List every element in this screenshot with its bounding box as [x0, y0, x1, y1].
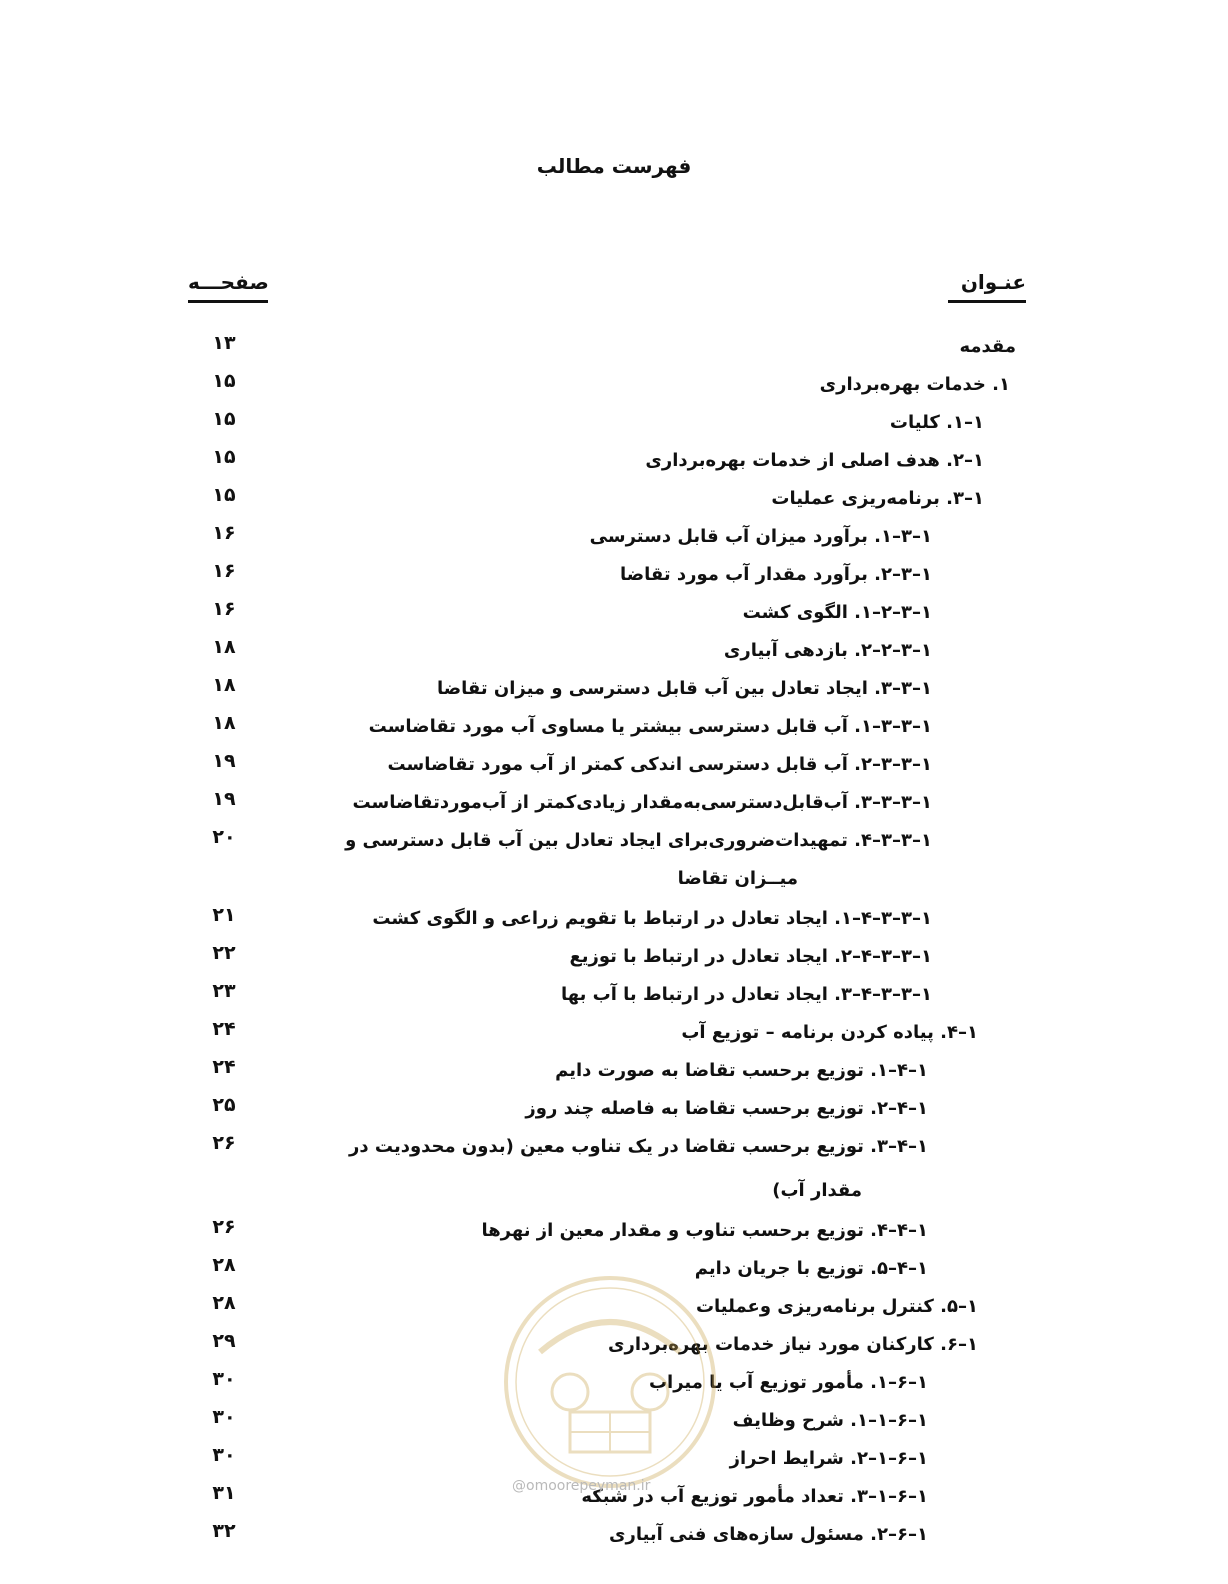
toc-entry-title: مقدمه — [959, 336, 1016, 357]
toc-entry-title: ۱–۳–۳–۴–۳. ایجاد تعادل در ارتباط با آب بها — [560, 984, 932, 1005]
toc-entry-title: ۱–۳–۳–۴–۱. ایجاد تعادل در ارتباط با تقویم زراعی و الگوی کشت — [372, 908, 932, 929]
toc-entry-page: ۳۰ — [212, 1368, 236, 1390]
toc-entry-page: ۲۸ — [212, 1292, 236, 1314]
toc-entry-title: ۱–۴. پیاده کردن برنامه – توزیع آب — [681, 1022, 978, 1043]
toc-row — [0, 330, 1228, 368]
toc-entry-title: ۱–۱. کلیات — [889, 412, 984, 433]
toc-row — [0, 444, 1228, 482]
toc-entry-page: ۲۶ — [212, 1216, 236, 1238]
toc-row — [0, 978, 1228, 1016]
toc-entry-page: ۲۳ — [212, 980, 236, 1002]
toc-row — [0, 824, 1228, 862]
toc-row — [0, 482, 1228, 520]
toc-entry-title: ۱–۴–۲. توزیع برحسب تقاضا به فاصله چند روز — [525, 1098, 928, 1119]
toc-entry-title: ۱–۴–۵. توزیع با جریان دایم — [694, 1258, 928, 1279]
toc-row — [0, 1366, 1228, 1404]
toc-entry-page: ۱۵ — [212, 370, 236, 392]
toc-row — [0, 406, 1228, 444]
toc-entry-page: ۱۸ — [212, 636, 236, 658]
toc-entry-page: ۱۶ — [212, 560, 236, 582]
toc-entry-page: ۲۸ — [212, 1254, 236, 1276]
page-column-header: صفحـــه — [188, 270, 268, 303]
toc-entry-title: ۱–۵. کنترل برنامه‌ریزی وعملیات — [695, 1296, 978, 1317]
toc-entry-title: ۱–۳–۳–۱. آب قابل دسترسی بیشتر یا مساوی آب مورد تقاضاست — [368, 716, 932, 737]
toc-entry-page: ۱۸ — [212, 674, 236, 696]
toc-entry-title: ۱–۳–۱. برآورد میزان آب قابل دسترسی — [589, 526, 932, 547]
toc-row — [0, 1092, 1228, 1130]
toc-entry-page: ۱۳ — [212, 332, 236, 354]
toc-row — [0, 1328, 1228, 1366]
toc-entry-title: ۱–۴–۱. توزیع برحسب تقاضا به صورت دایم — [555, 1060, 928, 1081]
toc-row — [0, 786, 1228, 824]
toc-entry-page: ۳۰ — [212, 1406, 236, 1428]
toc-entry-title: ۱–۶. کارکنان مورد نیاز خدمات بهره‌برداری — [607, 1334, 978, 1355]
toc-entry-page: ۳۱ — [212, 1482, 236, 1504]
toc-entry-page: ۱۶ — [212, 522, 236, 544]
toc-entry-title: ۱. خدمات بهره‌برداری — [819, 374, 1010, 395]
toc-entry-title: ۱–۴–۳. توزیع برحسب تقاضا در یک تناوب معین (بدون محدودیت در — [349, 1136, 928, 1157]
toc-entry-continuation: مقدار آب) — [772, 1180, 862, 1201]
toc-row — [0, 1404, 1228, 1442]
toc-row — [0, 1130, 1228, 1168]
toc-row — [0, 596, 1228, 634]
toc-row — [0, 1252, 1228, 1290]
toc-row — [0, 1442, 1228, 1480]
toc-row — [0, 1016, 1228, 1054]
toc-row — [0, 634, 1228, 672]
toc-row — [0, 902, 1228, 940]
toc-entry-title: ۱–۶–۱. مأمور توزیع آب یا میراب — [648, 1372, 928, 1393]
toc-entry-title: ۱–۳–۳–۳. آب‌قابل‌دسترسی‌به‌مقدار زیادی‌کمتر از آب‌موردتقاضاست — [352, 792, 932, 813]
toc-entry-page: ۱۹ — [212, 788, 236, 810]
toc-row — [0, 710, 1228, 748]
toc-entry-title: ۱–۳. برنامه‌ریزی عملیات — [771, 488, 984, 509]
toc-entry-page: ۱۵ — [212, 484, 236, 506]
toc-entry-title: ۱–۳–۳–۲. آب قابل دسترسی اندکی کمتر از آب مورد تقاضاست — [387, 754, 932, 775]
toc-entry-page: ۲۶ — [212, 1132, 236, 1154]
toc-row — [0, 368, 1228, 406]
toc-entry-title: ۱–۶–۱–۳. تعداد مأمور توزیع آب در شبکه — [581, 1486, 928, 1507]
toc-row — [0, 940, 1228, 978]
toc-entry-page: ۱۸ — [212, 712, 236, 734]
toc-entry-title: ۱–۳–۳–۴. تمهیدات‌ضروری‌برای ایجاد تعادل بین آب قابل دسترسی و — [345, 830, 932, 851]
toc-entry-page: ۱۵ — [212, 408, 236, 430]
toc-row — [0, 1290, 1228, 1328]
toc-entry-title: ۱–۴–۴. توزیع برحسب تناوب و مقدار معین از نهرها — [481, 1220, 928, 1241]
toc-entry-title: ۱–۶–۱–۱. شرح وظایف — [732, 1410, 928, 1431]
toc-entry-page: ۳۲ — [212, 1520, 236, 1542]
page-title: فهرست مطالب — [536, 154, 692, 178]
toc-entry-title: ۱–۳–۲–۲. بازدهی آبیاری — [723, 640, 932, 661]
watermark-text: @omoorepeyman.ir — [512, 1478, 651, 1494]
toc-entry-page: ۱۶ — [212, 598, 236, 620]
toc-entry-title: ۱–۶–۱–۲. شرایط احراز — [729, 1448, 928, 1469]
toc-row — [0, 1054, 1228, 1092]
toc-entry-page: ۲۹ — [212, 1330, 236, 1352]
toc-entry-title: ۱–۳–۳–۴–۲. ایجاد تعادل در ارتباط با توزیع — [569, 946, 932, 967]
toc-row — [0, 1518, 1228, 1556]
toc-entry-page: ۲۲ — [212, 942, 236, 964]
toc-row — [0, 1214, 1228, 1252]
toc-entry-page: ۲۴ — [212, 1018, 236, 1040]
toc-entry-page: ۱۵ — [212, 446, 236, 468]
toc-entry-title: ۱–۶–۲. مسئول سازه‌های فنی آبیاری — [608, 1524, 928, 1545]
toc-entry-page: ۲۴ — [212, 1056, 236, 1078]
toc-row — [0, 558, 1228, 596]
toc-entry-title: ۱–۳–۳. ایجاد تعادل بین آب قابل دسترسی و میزان تقاضا — [436, 678, 932, 699]
toc-row — [0, 672, 1228, 710]
toc-entry-title: ۱–۲. هدف اصلی از خدمات بهره‌برداری — [645, 450, 984, 471]
toc-row — [0, 520, 1228, 558]
toc-entry-page: ۱۹ — [212, 750, 236, 772]
toc-entry-title: ۱–۳–۲. برآورد مقدار آب مورد تقاضا — [619, 564, 932, 585]
title-column-header: عنـوان — [948, 270, 1026, 303]
toc-entry-page: ۲۵ — [212, 1094, 236, 1116]
toc-entry-continuation: میــزان تقاضا — [677, 868, 798, 889]
toc-row — [0, 748, 1228, 786]
toc-entry-title: ۱–۳–۲–۱. الگوی کشت — [742, 602, 932, 623]
toc-entry-page: ۲۰ — [212, 826, 236, 848]
toc-entry-page: ۳۰ — [212, 1444, 236, 1466]
toc-entry-page: ۲۱ — [212, 904, 236, 926]
